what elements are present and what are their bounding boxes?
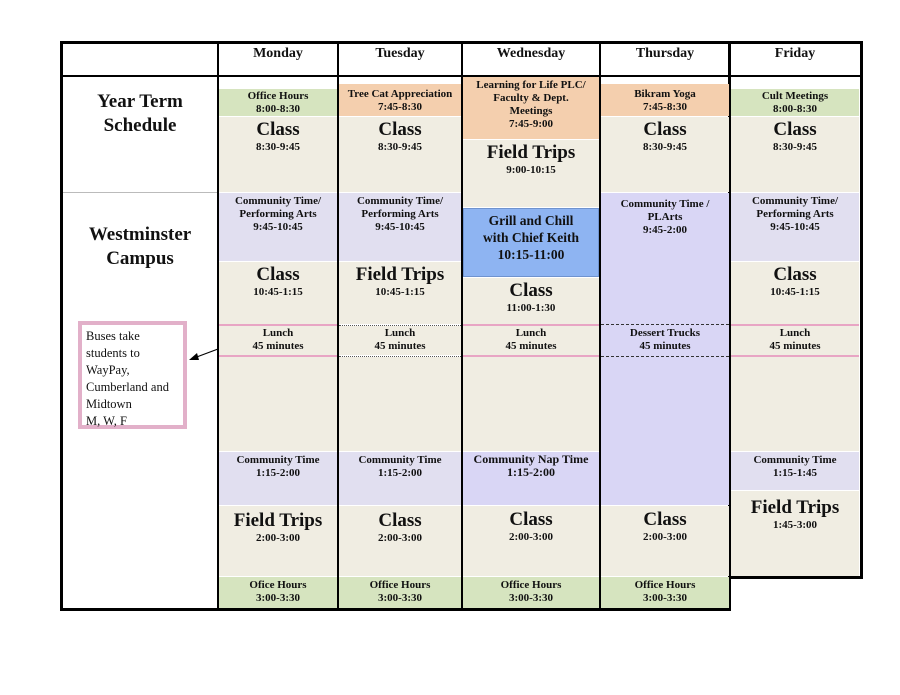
thursday-bikram-yoga [601,84,729,116]
friday-blank [731,357,859,451]
cell-label: Office Hours [634,579,696,591]
cell-time: 10:15-11:00 [497,247,565,262]
day-header-tuesday: Tuesday [375,46,425,61]
cell-time: 2:00-3:00 [256,532,300,544]
title-line-1: Year Term [97,91,183,112]
bus-note [78,321,187,429]
day-header-thursday: Thursday [635,46,695,61]
left-divider [63,192,217,193]
campus-title [63,223,217,271]
tuesday-office-hours-end [339,577,461,608]
cell-label: Cult Meetings [761,90,829,102]
cell-time: 8:30-9:45 [643,141,687,153]
cell-time: 8:30-9:45 [773,141,817,153]
cell-time: 9:45-10:45 [253,221,303,233]
monday-community-time [219,193,337,261]
friday-community-time-2 [731,452,859,490]
cell-label: Class [773,119,817,140]
friday-community-time [731,193,859,261]
cell-time: 1:15-2:00 [507,465,555,479]
monday-office-hours [219,89,337,116]
cell-label: Class [378,510,422,531]
note-line: Cumberland and [86,380,169,394]
cell-label: Performing Arts [756,208,834,220]
friday-field-trips [731,491,859,576]
cell-label: Grill and Chill [488,213,574,228]
cell-time: 8:30-9:45 [256,141,300,153]
cell-time: 8:00-8:30 [773,103,817,115]
cell-label: Community Time/ [751,195,839,207]
wednesday-grill-and-chill [463,208,599,277]
tuesday-class-2 [339,506,461,576]
cell-time: 45 minutes [252,340,304,352]
cell-time: 1:15-2:00 [378,467,422,479]
cell-label: Class [256,119,300,140]
cell-label: Community Nap Time [473,452,589,466]
cell-time: 11:00-1:30 [506,302,556,314]
cell-time: 2:00-3:00 [509,531,553,543]
wednesday-class-1 [463,278,599,324]
cell-time: 9:45-10:45 [770,221,820,233]
cell-time: 8:30-9:45 [378,141,422,153]
cell-label: with Chief Keith [483,230,579,245]
cell-label: Community Time [236,454,320,466]
cell-time: 7:45-8:30 [643,101,687,113]
cell-time: 1:45-3:00 [773,519,817,531]
cell-label: Office Hours [247,90,309,102]
cell-label: Lunch [779,327,811,339]
monday-community-time-2 [219,452,337,505]
tuesday-field-trips [339,262,461,324]
cell-label: Bikram Yoga [634,88,696,100]
cell-label: Class [509,280,553,301]
cell-label: Lunch [515,327,547,339]
thursday-class-1 [601,117,729,192]
tuesday-lunch [339,326,461,355]
dessert-divider [601,356,729,357]
cell-time: 2:00-3:00 [643,531,687,543]
cell-label: Community Time / [620,198,710,210]
cell-label: Lunch [262,327,294,339]
cell-label: Class [643,509,687,530]
cell-time: 1:15-1:45 [773,467,817,479]
tuesday-community-time-2 [339,452,461,505]
cell-label: Field Trips [750,497,840,518]
cell-time: 10:45-1:15 [253,286,303,298]
thursday-class-2 [601,506,729,576]
cell-time: 3:00-3:30 [256,592,300,604]
monday-field-trips [219,506,337,576]
tuesday-community-time [339,193,461,261]
cell-label: Learning for Life PLC/ [476,79,586,91]
cell-label: Performing Arts [361,208,439,220]
cell-label: Class [773,264,817,285]
cell-label: Community Time [358,454,442,466]
cell-label: Class [509,509,553,530]
cell-time: 45 minutes [374,340,426,352]
day-header-friday: Friday [774,46,816,61]
cell-label: Field Trips [233,510,323,531]
cell-label: Lunch [384,327,416,339]
cell-label: Office Hours [369,579,431,591]
cell-time: 45 minutes [639,340,691,352]
friday-lunch [731,326,859,355]
cell-label: Office Hours [500,579,562,591]
cell-label: Faculty & Dept. [493,92,569,104]
title-line-2: Schedule [103,115,177,136]
cell-label: Ofice Hours [249,579,307,591]
cell-label: PLArts [647,211,683,223]
campus-line-1: Westminster [88,224,192,245]
cell-time: 2:00-3:00 [378,532,422,544]
cell-time: 10:45-1:15 [770,286,820,298]
monday-class-1 [219,117,337,192]
monday-class-2 [219,262,337,324]
note-line: Midtown [86,397,132,411]
tuesday-class-1 [339,117,461,192]
cell-time: 10:45-1:15 [375,286,425,298]
dessert-divider [601,324,729,325]
wednesday-blank [463,357,599,451]
note-line: Buses take [86,329,140,343]
cell-label: Field Trips [486,142,576,163]
wednesday-plc-meetings [463,77,599,139]
friday-class-2 [731,262,859,324]
day-header-wednesday: Wednesday [496,46,566,61]
page-title [63,90,217,138]
cell-label: Performing Arts [239,208,317,220]
cell-time: 8:00-8:30 [256,103,300,115]
note-line: M, W, F [86,414,127,428]
monday-lunch [219,326,337,355]
wednesday-lunch [463,326,599,355]
wednesday-field-trips [463,140,599,207]
cell-time: 1:15-2:00 [256,467,300,479]
header-divider [60,75,863,77]
campus-line-2: Campus [106,248,174,269]
cell-time: 9:45-2:00 [643,224,687,236]
day-header-monday: Monday [253,46,303,61]
friday-class-1 [731,117,859,192]
cell-time: 3:00-3:30 [643,592,687,604]
cell-time: 7:45-8:30 [378,101,422,113]
cell-time: 9:00-10:15 [506,164,556,176]
cell-label: Class [643,119,687,140]
cell-time: 45 minutes [769,340,821,352]
note-line: WayPay, [86,363,130,377]
note-line: students to [86,346,140,360]
monday-office-hours-end [219,577,337,608]
wednesday-office-hours-end [463,577,599,608]
cell-time: 3:00-3:30 [509,592,553,604]
cell-label: Class [378,119,422,140]
thursday-dessert-trucks [601,326,729,355]
monday-blank [219,357,337,451]
cell-time: 9:45-10:45 [375,221,425,233]
wednesday-class-2 [463,506,599,576]
cell-label: Class [256,264,300,285]
cell-time: 45 minutes [505,340,557,352]
thursday-office-hours-end [601,577,729,608]
cell-label: Field Trips [355,264,445,285]
cell-time: 7:45-9:00 [509,118,553,130]
cell-label: Community Time/ [356,195,444,207]
wednesday-community-nap-time [463,452,599,505]
cell-time: 3:00-3:30 [378,592,422,604]
cell-label: Tree Cat Appreciation [347,88,453,100]
cell-label: Meetings [509,105,553,117]
tuesday-tree-cat [339,84,461,116]
friday-cult-meetings [731,89,859,116]
cell-label: Dessert Trucks [629,327,701,339]
cell-label: Community Time/ [234,195,322,207]
cell-label: Community Time [753,454,837,466]
tuesday-blank [339,357,461,451]
